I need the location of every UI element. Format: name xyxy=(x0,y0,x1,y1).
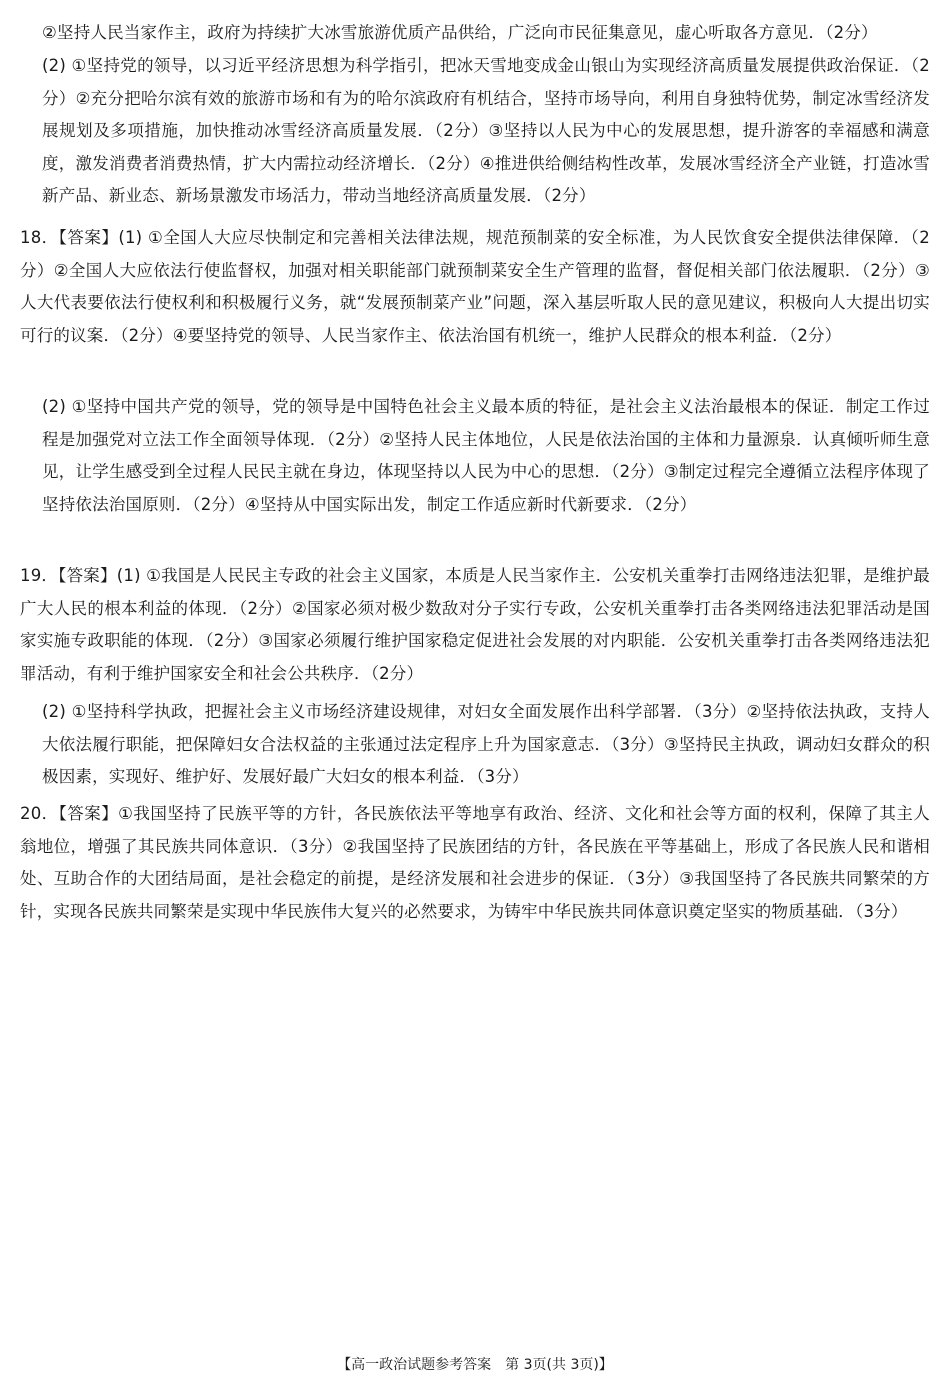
answer-paragraph-18-2: (2) ①坚持中国共产党的领导，党的领导是中国特色社会主义最本质的特征，是社会主义法治最根本的保证．制定工作过程是加强党对立法工作全面领导体现．（2分）②坚持人民主体地位，人民是依法治国的主体和力量源泉．认真倾听师生意见，让学生感受到全过程人民民主就在身边，体现坚持以人民为中心的思想．（2分）③制定过程完全遵循立法程序体现了坚持依法治国原则．（2分）④坚持从中国实际出发，制定工作适应新时代新要求．（2分） xyxy=(42,397,930,514)
answer-paragraph-18-1: 18．【答案】(1) ①全国人大应尽快制定和完善相关法律法规，规范预制菜的安全标准，为人民饮食安全提供法律保障．（2分）②全国人大应依法行使监督权，加强对相关职能部门就预制菜安全生产管理的监督，督促相关部门依法履职．（2分）③人大代表要依法行使权利和积极履行义务，就“发展预制菜产业”问题，深入基层听取人民的意见建议，积极向人大提出切实可行的议案．（2分）④要坚持党的领导、人民当家作主、依法治国有机统一，维护人民群众的根本利益．（2分） xyxy=(20,228,930,345)
answer-paragraph-20: 20．【答案】①我国坚持了民族平等的方针，各民族依法平等地享有政治、经济、文化和社会等方面的权利，保障了其主人翁地位，增强了其民族共同体意识．（3分）②我国坚持了民族团结的方针，各民族在平等基础上，形成了各民族人民和谐相处、互助合作的大团结局面，是社会稳定的前提，是经济发展和社会进步的保证．（3分）③我国坚持了各民族共同繁荣的方针，实现各民族共同繁荣是实现中华民族伟大复兴的必然要求，为铸牢中华民族共同体意识奠定坚实的物质基础．（3分） xyxy=(20,804,930,921)
answer-paragraph-17-2: (2) ①坚持党的领导，以习近平经济思想为科学指引，把冰天雪地变成金山银山为实现经济高质量发展提供政治保证．（2分）②充分把哈尔滨有效的旅游市场和有为的哈尔滨政府有机结合，坚持市场导向，利用自身独特优势，制定冰雪经济发展规划及多项措施，加快推动冰雪经济高质量发展．（2分）③坚持以人民为中心的发展思想，提升游客的幸福感和满意度，激发消费者消费热情，扩大内需拉动经济增长．（2分）④推进供给侧结构性改革，发展冰雪经济全产业链，打造冰雪新产品、新业态、新场景激发市场活力，带动当地经济高质量发展．（2分） xyxy=(42,56,930,206)
page-footer: 【高一政治试题参考答案 第 3页(共 3页)】 xyxy=(337,1357,613,1373)
answer-paragraph-17-1-point-2: ②坚持人民当家作主，政府为持续扩大冰雪旅游优质产品供给，广泛向市民征集意见，虚心听取各方意见．（2分） xyxy=(42,23,878,42)
answer-paragraph-19-2: (2) ①坚持科学执政，把握社会主义市场经济建设规律，对妇女全面发展作出科学部署．（3分）②坚持依法执政，支持人大依法履行职能，把保障妇女合法权益的主张通过法定程序上升为国家意志．（3分）③坚持民主执政，调动妇女群众的积极因素，实现好、维护好、发展好最广大妇女的根本利益．（3分） xyxy=(42,702,930,787)
answer-paragraph-19-1: 19．【答案】(1) ①我国是人民民主专政的社会主义国家，本质是人民当家作主．公安机关重拳打击网络违法犯罪，是维护最广大人民的根本利益的体现．（2分）②国家必须对极少数敌对分子实行专政，公安机关重拳打击各类网络违法犯罪活动是国家实施专政职能的体现．（2分）③国家必须履行维护国家稳定促进社会发展的对内职能．公安机关重拳打击各类网络违法犯罪活动，有利于维护国家安全和社会公共秩序．（2分） xyxy=(20,566,930,683)
